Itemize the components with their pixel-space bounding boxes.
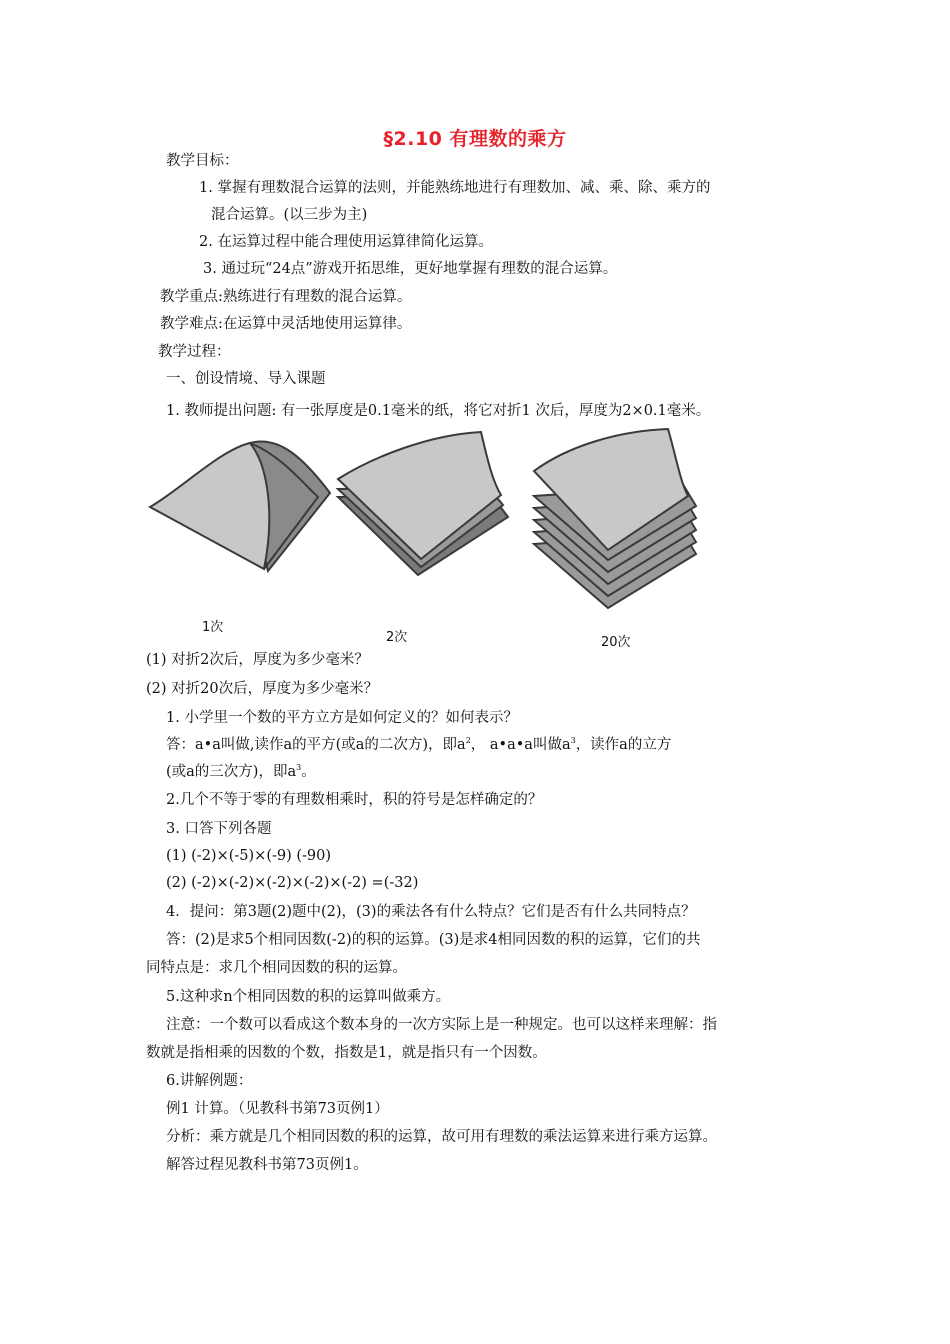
- difficulty: 教学难点:在运算中灵活地使用运算律。: [160, 316, 412, 332]
- question-2: 2.几个不等于零的有理数相乘时，积的符号是怎样确定的？: [166, 792, 543, 808]
- sub-question-1: (1) 对折2次后，厚度为多少毫米？: [146, 652, 369, 668]
- question-5: 5.这种求n个相同因数的积的运算叫做乘方。: [166, 989, 451, 1005]
- question-1: 1. 教师提出问题: 有一张厚度是0.1毫米的纸，将它对折1 次后，厚度为2×0.1毫米。: [166, 403, 711, 419]
- answer-square-text-a: 答：a•a叫做,读作a的平方(或a的二次方)，即a: [166, 737, 466, 753]
- answer-4-cont: 同特点是：求几个相同因数的积的运算。: [146, 960, 407, 976]
- answer-4: 答：(2)是求5个相同因数(-2)的积的运算。(3)是求4相同因数的积的运算，它们的共: [166, 932, 701, 948]
- caption-fold-2: 2次: [386, 630, 408, 645]
- example-1: 例1 计算。（见教科书第73页例1）: [166, 1101, 389, 1117]
- superscript-3b: 3: [296, 763, 302, 772]
- analysis: 分析：乘方就是几个相同因数的积的运算，故可用有理数的乘法运算来进行乘方运算。: [166, 1129, 717, 1145]
- process-heading: 教学过程：: [158, 344, 231, 360]
- goal-1: 1. 掌握有理数混合运算的法则，并能熟练地进行有理数加、减、乘、除、乘方的: [199, 180, 711, 196]
- answer-square-text-c: ，读作a的立方: [575, 737, 672, 753]
- answer-square-text-d: (或a的三次方)，即a: [166, 764, 297, 780]
- question-square: 1. 小学里一个数的平方立方是如何定义的？如何表示？: [166, 710, 518, 726]
- caption-fold-1: 1次: [202, 620, 224, 635]
- goal-2: 2. 在运算过程中能合理使用运算律简化运算。: [199, 234, 493, 250]
- answer-square-line-2: [166, 762, 316, 782]
- paper-fold-2-top: [338, 432, 501, 559]
- key-point: 教学重点:熟练进行有理数的混合运算。: [160, 289, 412, 305]
- question-4: 4．提问：第3题(2)题中(2)，(3)的乘法各有什么特点？它们是否有什么共同特点？: [166, 904, 696, 920]
- goal-3: 3. 通过玩“24点”游戏开拓思维，更好地掌握有理数的混合运算。: [203, 261, 618, 277]
- answer-square-text-b: ， a•a•a叫做a: [470, 737, 571, 753]
- superscript-3: 3: [570, 736, 576, 745]
- note: 注意：一个数可以看成这个数本身的一次方实际上是一种规定。也可以这样来理解：指: [166, 1017, 717, 1033]
- note-cont: 数就是指相乘的因数的个数，指数是1，就是指只有一个因数。: [146, 1045, 547, 1061]
- goal-1-cont: 混合运算。(以三步为主): [211, 207, 368, 223]
- question-6: 6.讲解例题：: [166, 1073, 253, 1089]
- question-3: 3. 口答下列各题: [166, 821, 272, 837]
- solution: 解答过程见教科书第73页例1。: [166, 1157, 368, 1173]
- question-3-item-1: (1) (-2)×(-5)×(-9) (-90): [166, 848, 332, 864]
- question-3-item-2: (2) (-2)×(-2)×(-2)×(-2)×(-2) =(-32): [166, 875, 419, 891]
- answer-square-line-1: [166, 735, 671, 755]
- sub-question-2: (2) 对折20次后，厚度为多少毫米？: [146, 681, 379, 697]
- section-heading: 一、创设情境、导入课题: [166, 371, 326, 387]
- answer-square-text-e: 。: [301, 764, 316, 780]
- paper-fold-1-figure: [140, 435, 340, 580]
- paper-fold-2-figure: [333, 427, 523, 582]
- goals-heading: 教学目标：: [166, 153, 239, 169]
- paper-fold-20-figure: [528, 426, 708, 611]
- page-title: §2.10 有理数的乘方: [383, 128, 567, 150]
- caption-fold-20: 20次: [601, 635, 631, 650]
- paper-fold-1-front: [150, 443, 269, 569]
- superscript-2: 2: [465, 736, 471, 745]
